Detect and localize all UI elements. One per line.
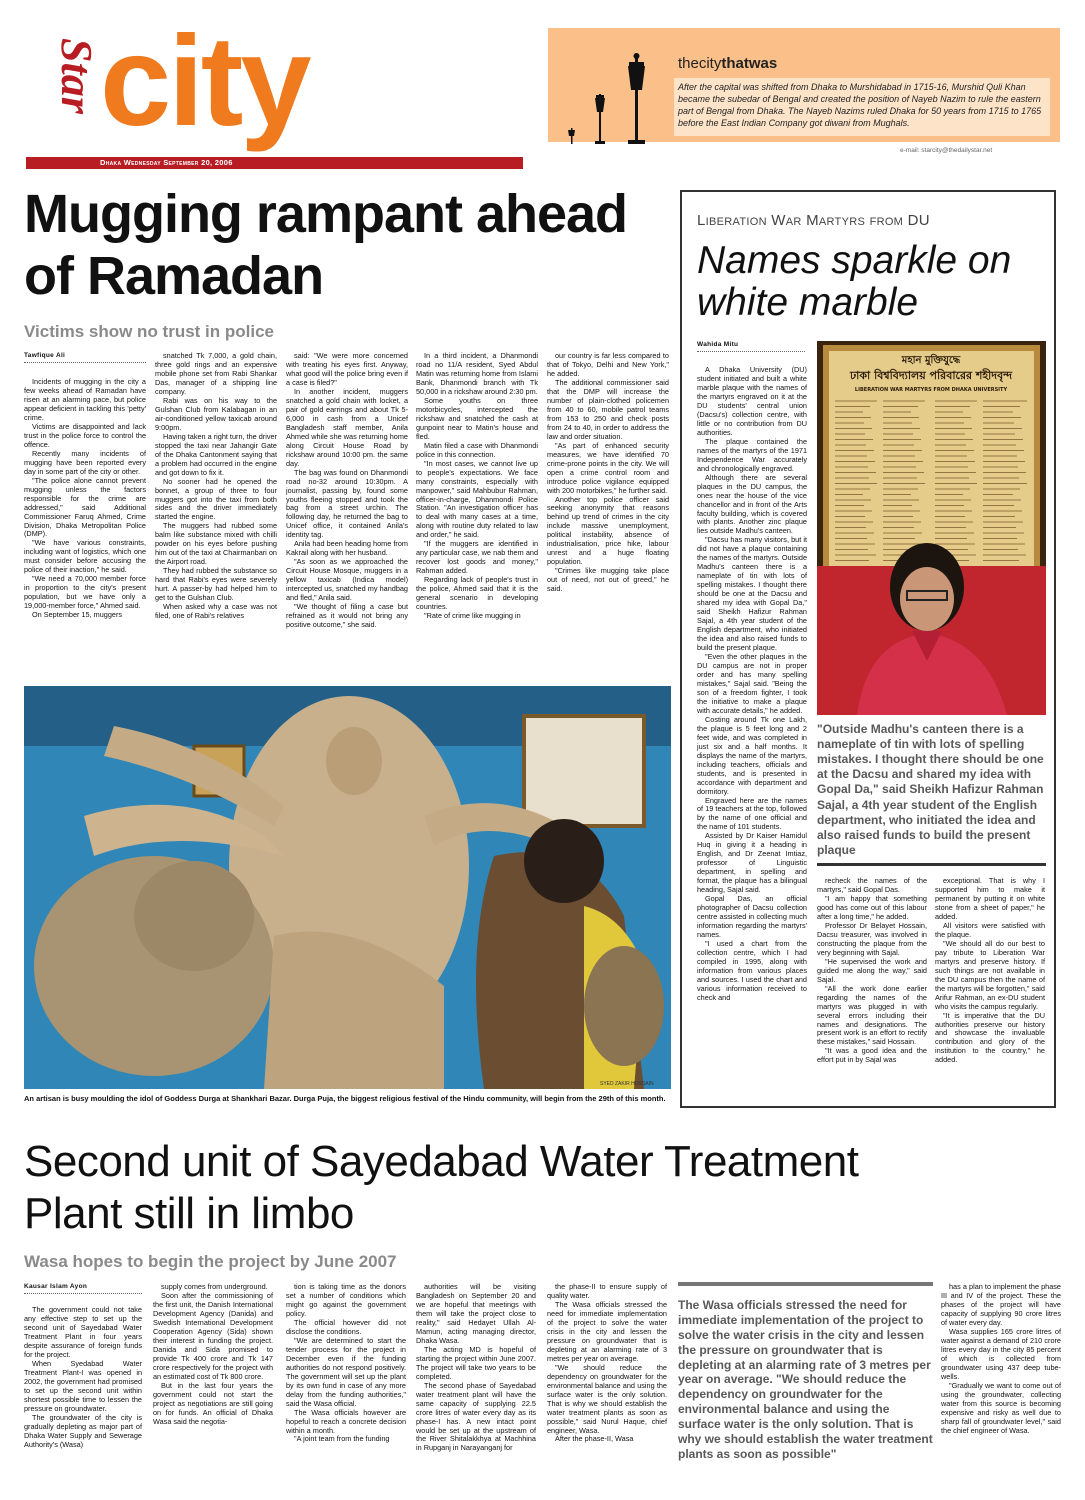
contact-email[interactable]: e-mail: starcity@thedailystar.net [900,147,993,154]
lead-column-1 [24,378,146,682]
feature-byline: Wahida Mitu [697,341,739,348]
body-paragraph: Anila had been heading home from Kakrail along with her husband. [286,539,408,558]
body-paragraph: Gopal Das, an official photographer of Dacsu collection centre assisted in collecting much information regarding the martyrs' names. [697,894,807,940]
body-paragraph: "It was a good idea and the effort put in by Sajal was [817,1046,927,1065]
body-paragraph: When Syedabad Water Treatment Plant-I was opened in 2002, the government had promised to set up the second unit within shortest possible time to lessen the pressure on groundwater. [24,1358,142,1413]
body-paragraph: "Dacsu has many visitors, but it did not have a plaque containing the names of the martyrs. Outside Madhu's canteen there is a nameplate of tin with lots of spelling mistakes. I thought there should be one at the Dacsu and shared my idea with Gopal Da," said Sheikh Hafizur Rahman Sajal, a 4th year student of the English department, who initiated the idea and also raised funds to build the present plaque. [697,535,807,653]
body-paragraph: A Dhaka University (DU) student initiated and built a white marble plaque with the names of the martyrs engraved on it at the DU students' central union (Dacsu's) collection centre, with little or no contribution from DU authorities. [697,365,807,437]
body-paragraph: No sooner had he opened the bonnet, a group of three to four muggers got into the taxi from both sides and the driver immediately started the engine. [155,476,277,522]
body-paragraph: The groundwater of the city is gradually depleting as major part of Dhaka Water Supply and Sewerage Authority's (Wasa) [24,1412,142,1449]
body-paragraph: They had rubbed the substance so hard that Rabi's eyes were severely hurt. A passer-by had helped him to get to the Gulshan Club. [155,566,277,603]
body-paragraph: "If the muggers are identified in any particular case, we nab them and recover lost goods and money," Rahman added. [416,539,538,576]
feature-pullquote: "Outside Madhu's canteen there is a nameplate of tin with lots of spelling mistakes. I thought there should be one at the Dacsu and shared my idea with Gopal Da," said Sheikh Hafizur Rahman Sajal, a 4th year student of the English department, who initiated the idea and also raised funds to build the present plaque [817,722,1044,857]
body-paragraph: All visitors were satisfied with the plaque. [935,920,1045,939]
body-paragraph: "Crimes like mugging take place out of need, not out of greed," he said. [547,566,669,594]
body-paragraph: supply comes from underground. [161,1282,268,1291]
city-that-was-title [678,55,777,72]
body-paragraph: "We should reduce the dependency on groundwater for the environmental balance and using the surface water is the only solution. That is why we should establish the water treatment plants as soon as possible," said Nurul Haque, chief engineer, Wasa. [547,1362,667,1435]
body-paragraph: has a plan to implement the phase III and IV of the project. These the phases of the project will have capacity of supplying 90 crore litres of water every day. [941,1282,1061,1327]
feature-column-3 [935,877,1045,1099]
body-paragraph: But in the last four years the government could not start the project as negotiations are still going on for funds. An official of Dhaka Wasa said the negotia- [153,1380,273,1426]
body-paragraph: tion is taking time as the donors set a number of conditions which might go against the government policy. [286,1282,406,1318]
lead-column-5 [547,352,669,682]
body-paragraph: "In most cases, we cannot live up to people's expectations. We face many constraints, especially with manpower," said Mahbubur Rahman, officer-in-charge, Dhanmondi Police Station. "An investigation officer has to deal with many cases at a time, along with routine duty related to law and order," he said. [416,458,538,540]
body-paragraph: After the phase-II, Wasa [555,1434,634,1444]
bottom-column-3 [286,1283,406,1484]
body-paragraph: "As part of enhanced security measures, we have identified 70 crime-prone points in the city. We will open a crime control room and introduce police vigilance equipped with 200 motorbikes," he further said. [547,440,669,495]
bottom-column-5 [547,1283,667,1484]
lead-column-3 [286,352,408,682]
body-paragraph: Recently many incidents of mugging have been reported every day in some part of the city or other. [24,448,146,476]
body-paragraph: Wasa supplies 165 crore litres of water against a demand of 210 crore litres every day in the city 85 percent of which is collected from groundwater using 437 deep tube-wells. [941,1326,1061,1381]
bottom-byline: Kausar Islam Ayon [24,1283,88,1290]
body-paragraph: "We have various constraints, including want of logistics, which one must consider before accusing the police of their inaction," he said. [24,538,146,575]
body-paragraph: Engraved here are the names of 19 teachers at the top, followed by the name of one official and the name of 101 students. [697,795,807,832]
body-paragraph: "Even the other plaques in the DU campus are not in proper order and has many spelling mistakes," Sajal said. "Being the son of a freedom fighter, I took the initiative to make a plaque with accurate details," he added. [697,652,807,715]
lead-byline: Tawfique Ali [24,352,66,359]
bottom-byline-block [24,1283,142,1294]
durga-idol-photo [24,686,671,1089]
bottom-column-1 [24,1306,142,1484]
byline-divider [697,348,805,352]
dateline: Dhaka Wednesday September 20, 2006 [100,158,233,167]
feature-byline-block [697,341,805,352]
body-paragraph: "All the work done earlier regarding the names of the martyrs was plugged in with several errors including their names and designations. The present work is an effort to rectify these mistakes," said Hossain. [817,983,927,1047]
body-paragraph: Professor Dr Belayet Hossain, Dacsu treasurer, was involved in constructing the plaque from the very beginning with Sajal. [817,920,927,957]
body-paragraph: authorities will be visiting Bangladesh on September 20 and we are hopeful that meetings with them will take the project close to reality," said Hedayet Ullah Al-Mamun, acting managing director, Dhaka Wasa. [416,1282,536,1345]
body-paragraph: recheck the names of the martyrs," said Gopal Das. [817,876,927,894]
body-paragraph: "We need a 70,000 member force in proportion to the city's present population, but we have only a 19,000-member force," Ahmed said. [24,574,146,611]
bottom-column-4 [416,1283,536,1484]
feature-column-2 [817,877,927,1099]
lead-column-2 [155,352,277,682]
body-paragraph: Soon after the commissioning of the first unit, the Danish International Development Agency (Danida) and Swedish International Development Cooperation Agency (Sida) shown their interest in funding the project. Danida and Sida promised to provide Tk 400 crore and Tk 147 crore respectively for the project with an estimated cost of Tk 800 crore. [153,1290,273,1381]
city-that-was-body: After the capital was shifted from Dhaka to Murshidabad in 1715-16, Murshid Quli Khan became the subedar of Bengal and created the position of Nayeb Nazim to rule the eastern part of Bengal from Dhaka. The Nayeb Nazims ruled Dhaka for 50 years from 1715 to 1765 before the East Indian Company got diwani from Mughals. [674,78,1050,136]
body-paragraph: our country is far less compared to that of Tokyo, Delhi and New York," he added. [547,351,669,378]
lead-column-4 [416,352,538,682]
body-paragraph: The Wasa officials stressed the need for immediate implementation of the project to solve the water crisis in the city and lessen the pressure on groundwater that is depleting at an alarming rate of 3 metres per year on average. [547,1299,667,1363]
plaque-title-en: LIBERATION WAR MARTYRS FROM DHAKA UNIVERSITY [854,387,1008,393]
body-paragraph: When asked why a case was not filed, one of Rabi's relatives [155,602,277,621]
body-paragraph: Matin filed a case with Dhanmondi police in this connection. [416,440,538,459]
city-that-was-title-suffix: thatwas [721,55,778,72]
body-paragraph: The government could not take any effective step to set up the second unit of Sayedabad Water Treatment Plant in four years despite assurance of foreign funds for the project. [24,1305,142,1359]
body-paragraph: The additional commissioner said that the DMP will increase the number of plain-clothed policemen from 40 to 60, mobile patrol teams from 153 to 250 and check posts from 24 to 40, in order to address the law and order situation. [547,377,669,441]
bottom-headline: Second unit of Sayedabad Water Treatment Plant still in limbo [24,1137,859,1238]
lamp-posts-icon [556,36,671,144]
bottom-column-6 [941,1283,1061,1484]
star-logo [22,30,101,170]
body-paragraph: Rabi was on his way to the Gulshan Club from Kalabagan in an air-conditioned yellow taxicab around 9:00pm. [155,395,277,432]
body-paragraph: Having taken a right turn, the driver stopped the taxi near Jahangir Gate of the Dhaka Cantonment saying that a problem had occurred in the engine and got down to fix it. [155,431,277,477]
body-paragraph: "It is imperative that the DU authorities preserve our history and showcase the invaluable contribution and glory of the institution to the country," he added. [935,1010,1045,1065]
body-paragraph: On September 15, muggers [32,610,123,620]
body-paragraph: Costing around Tk one Lakh, the plaque is 5 feet long and 2 feet wide, and was completed in just six and a half months. It displays the name of the martyrs, including teachers, officials and students, and is presented in accordance with department and dormitory. [697,714,807,796]
body-paragraph: "I used a chart from the collection centre, which I had compiled in 1995, along with information from various places and sources. I used the chart and various information received to check and [697,939,807,1002]
byline-divider [24,1290,142,1294]
section-title: city [100,10,309,153]
bottom-column-2 [153,1283,273,1484]
photo-credit: SYED ZAKIR HOSSAIN [600,1081,654,1087]
body-paragraph: "We should all do our best to pay tribute to Liberation War martyrs and preserve history. If such things are not available in the DU campus then the name of the martyrs will be forgotten," said Arifur Rahman, an ex-DU student who visits the campus regularly. [935,938,1045,1011]
body-paragraph: "As soon as we approached the Circuit House Mosque, muggers in a yellow taxicab (Indica model) intercepted us, snatched my handbag and fled," Anila said. [286,557,408,603]
body-paragraph: Another top police officer said seeking anonymity that reasons behind up trend of crimes in the city include massive unemployment, political instability, absence of industrialisation, price hike, labour unrest and a huge floating population. [547,494,669,567]
body-paragraph: The plaque contained the names of the martyrs of the 1971 Independence War accurately and chronologically engraved. [697,436,807,473]
plaque-photo [817,341,1046,715]
body-paragraph: The bag was found on Dhanmondi road no-32 around 10:30pm. A journalist, passing by, found some youths fleeing stopped and took the bag from a street urchin. The following day, he returned the bag to Unicef office, it contained Anila's identity tag. [286,467,408,540]
lead-headline: Mugging rampant ahead of Ramadan [24,184,628,307]
body-paragraph: Assisted by Dr Kaiser Hamidul Huq in giving it a heading in English, and Dr Zeenat Imtiaz, professor of Linguistic department, in spelling and format, the plaque has a bilingual heading, Sajal said. [697,831,807,895]
body-paragraph: The acting MD is hopeful of starting the project within June 2007. The project will take two years to be completed. [416,1344,536,1381]
pullquote-divider [817,863,1046,866]
body-paragraph: Victims are disappointed and lack trust in the police force to control the offence. [24,421,146,449]
body-paragraph: Regarding lack of people's trust in the police, Ahmed said that it is the general scenario in developing countries. [416,575,538,612]
body-paragraph: The muggers had rubbed some balm like substance mixed with chilli powder on his eyes before pushing him out of the taxi at Chairmanbari on the Airport road. [155,521,277,567]
plaque-title-bn: মহান মুক্তিযুদ্ধে [901,355,961,366]
body-paragraph: snatched Tk 7,000, a gold chain, three gold rings and an expensive mobile phone set from Rabi Shankar Das, manager of a shipping line company. [155,351,277,396]
body-paragraph: In a third incident, a Dhanmondi road no 11/A resident, Syed Abdul Matin was returning home from Islami Bank, Dhanmondi branch with Tk 50,000 in a rickshaw around 2:30 pm. [416,351,538,396]
body-paragraph: "Rate of crime like mugging in [424,611,521,621]
body-paragraph: "A joint team from the funding [294,1434,390,1444]
feature-headline: Names sparkle on white marble [697,239,1012,324]
lead-byline-block [24,352,146,363]
body-paragraph: Incidents of mugging in the city a few weeks ahead of Ramadan have risen at an alarming pace, but police appear deficient in tackling this 'petty' crime. [24,377,146,422]
body-paragraph: said: "We were more concerned with treating his eyes first. Anyway, what good will the police bring even if a case is filed?" [286,351,408,387]
body-paragraph: the phase-II to ensure supply of quality water. [547,1282,667,1300]
star-logo-text: Star [52,38,101,114]
body-paragraph: exceptional. That is why I supported him to make it permanent by putting it on white stone from a sheet of paper," he added. [935,876,1045,921]
body-paragraph: "He supervised the work and guided me along the way," said Sajal. [817,956,927,984]
lead-subhead: Victims show no trust in police [24,322,275,341]
body-paragraph: The official however did not disclose the conditions. [286,1317,406,1336]
body-paragraph: "We are determined to start the tender process for the project in December even if the funding authorities do not respond positively. The government will set up the plant by its own fund in case of any more delay from the funding authorities," said the Wasa official. [286,1335,406,1408]
feature-kicker: Liberation War Martyrs from DU [697,212,930,229]
body-paragraph: Although there are several plaques in the DU campus, the ones near the house of the vice chancellor and in front of the Arts faculty building, which is covered with plants. Another zinc plaque lies outside Madhu's canteen. [697,472,807,536]
byline-divider [24,359,146,363]
body-paragraph: "The police alone cannot prevent mugging unless the factors responsible for the crime are addressed," said Additional Commissioner Faruq Ahmed, Crime Division, Dhaka Metropolitan Police (DMP). [24,475,146,539]
feature-column-1 [697,366,807,1098]
photo-caption: An artisan is busy moulding the idol of Goddess Durga at Shankhari Bazar. Durga Puja, the biggest religious festival of the Hindu community, will begin from the 29th of this month. [24,1094,666,1103]
body-paragraph: "Gradually we want to come out of using the groundwater, collecting water from this source is becoming expensive and risky as well due to sharp fall of groundwater level," said the chief engineer of Wasa. [941,1380,1061,1435]
bottom-pullquote: The Wasa officials stressed the need for immediate implementation of the project to solve the water crisis in the city and lessen the pressure on groundwater that is depleting at an alarming rate of 3 metres per year on average. "We should reduce the dependency on groundwater for the environmental balance and using the surface water is the only solution. That is why we should establish the water treatment plants as soon as possible" [678,1282,933,1482]
body-paragraph: "I am happy that something good has come out of this labour after a long time," he added. [817,893,927,921]
plaque-subtitle-bn: ঢাকা বিশ্ববিদ্যালয় পরিবারের শহীদবৃন্দ [849,369,1013,382]
body-paragraph: Some youths on three motorbicycles, intercepted the rickshaw and snatched the cash at gunpoint near to Matin's house and fled. [416,395,538,441]
body-paragraph: The second phase of Sayedabad water treatment plant will have the same capacity of supplying 22.5 crore litres of water every day as its phase-I has. A new intact point would be set up at the upstream of the River Shitalakkhya at Machhina in Rupganj in Narayanganj for [416,1380,536,1453]
body-paragraph: In another incident, muggers snatched a gold chain with locket, a pair of gold earrings and about Tk 5-6,000 in cash from a Unicef Bangladesh staff member, Anila Ahmed while she was returning home along Circuit House Road by rickshaw around 10:00 pm. the same day. [286,386,408,468]
body-paragraph: The Wasa officials however are hopeful to reach a concrete decision within a month. [286,1407,406,1435]
city-that-was-title-prefix: thecity [678,55,722,72]
body-paragraph: "We thought of filing a case but refrained as it would not bring any positive outcome," she said. [286,602,408,630]
bottom-subhead: Wasa hopes to begin the project by June 2007 [24,1252,397,1271]
